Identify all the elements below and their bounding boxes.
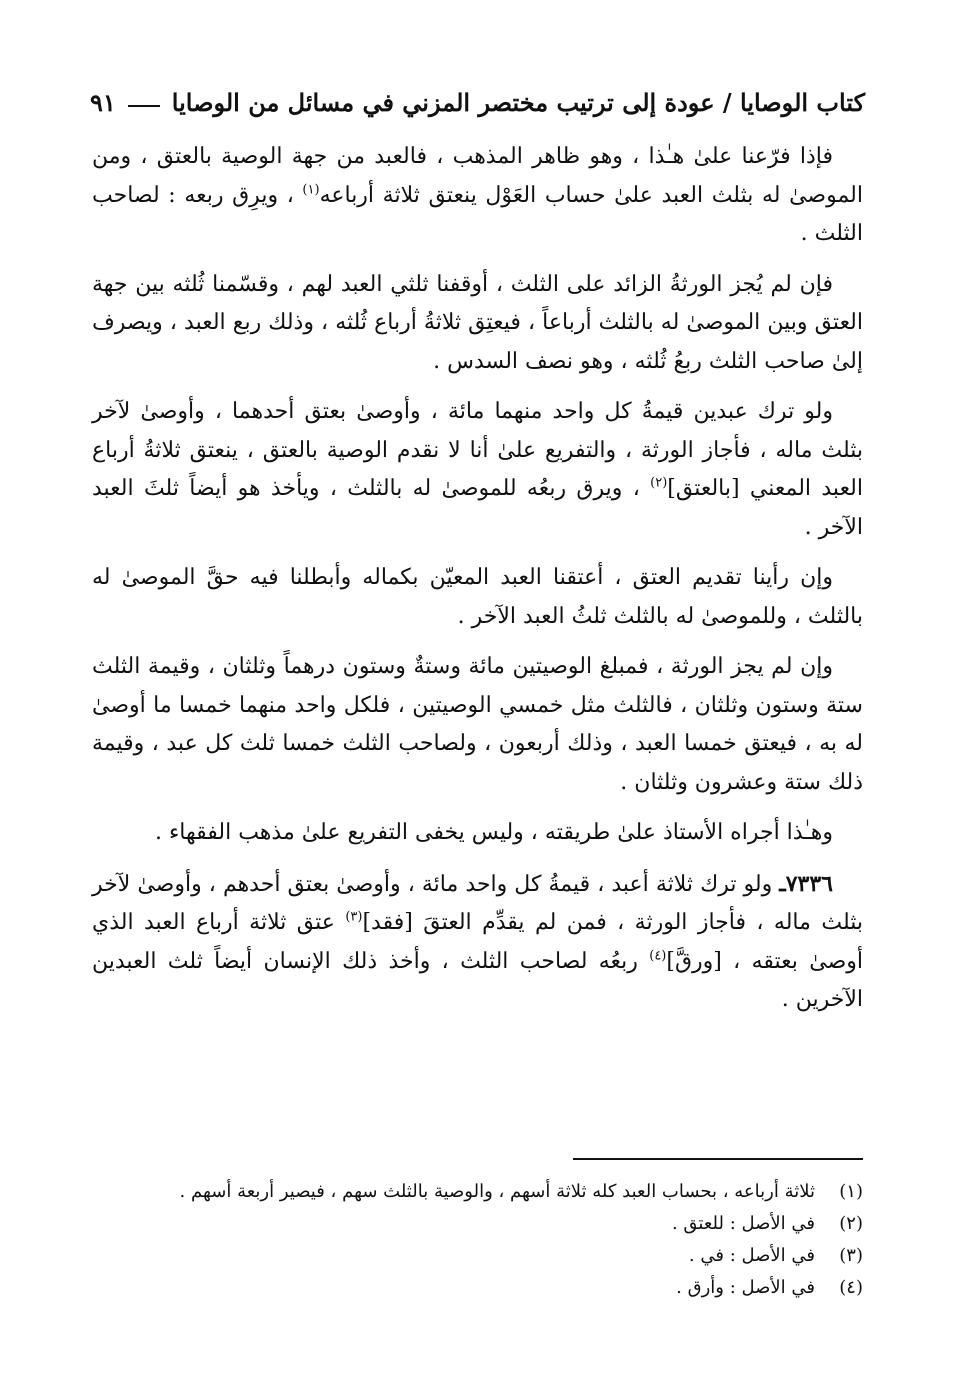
footnote-item (92, 1208, 863, 1240)
paragraph-2: فإن لم يُجز الورثةُ الزائد على الثلث ، أوقفنا ثلثي العبد لهم ، وقسّمنا ثُلثه بين جهة العتق وبين الموصىٰ له بالثلث أرباعاً ، فيعتِق ثلاثةُ أرباع ثُلثه ، وذلك ربع العبد ، ويصرف إلىٰ صاحب الثلث ربعُ ثُلثه ، وهو نصف السدس . (92, 271, 863, 374)
paragraph-5: وإن لم يجز الورثة ، فمبلغ الوصيتين مائة وستةٌ وستون درهماً وثلثان ، وقيمة الثلث ستة وستون وثلثان ، فالثلث مثل خمسي الوصيتين ، فلكل واحد منهما خمسا ما أوصىٰ له به ، فيعتق خمسا العبد ، وذلك أربعون ، ولصاحب الثلث خمسا ثلث كل عبد ، وقيمة ذلك ستة وعشرون وثلثان . (92, 654, 863, 795)
footnote-ref-4: (٤) (649, 948, 667, 964)
paragraph-7-part-c: ربعُه لصاحب الثلث ، وأخذ ذلك الإنسان أيضاً ثلث العبدين الآخرين . (92, 948, 863, 1012)
paragraph-7 (92, 865, 863, 1020)
running-header (90, 82, 865, 122)
footnote-ref-2: (٢) (650, 475, 668, 491)
paragraph-4: وإن رأينا تقديم العتق ، أعتقنا العبد المعيّن بكماله وأبطلنا فيه حقَّ الموصىٰ له بالثلث ، وللموصىٰ له بالثلث ثلثُ العبد الآخر . (92, 565, 863, 629)
paragraph-6: وهـٰذا أجراه الأستاذ علىٰ طريقته ، وليس يخفى التفريع علىٰ مذهب الفقهاء . (154, 820, 833, 845)
paragraph-1 (92, 138, 863, 254)
paragraph-1-part-a: فإذا فرّعنا علىٰ هـٰذا ، وهو ظاهر المذهب ، فالعبد من جهة الوصية بالعتق ، ومن الموصىٰ له بثلث العبد علىٰ حساب العَوْل ينعتق ثلاثة أرباعه (92, 144, 864, 208)
paragraph-3-part-b: ، ويرق ربعُه للموصىٰ له بالثلث ، ويأخذ هو أيضاً ثلثَ العبد الآخر . (92, 476, 863, 540)
issue-number: ٧٣٣٦ـ (779, 870, 833, 897)
paragraph-1-part-b: ، ويرِق ربعه : لصاحب الثلث . (92, 182, 863, 246)
paragraph-7-part-b: عتق ثلاثة أرباع العبد الذي أوصىٰ بعتقه ، [ورقَّ] (92, 910, 863, 974)
footnote-number: (٢) (839, 1213, 863, 1234)
footnote-item (92, 1176, 863, 1208)
header-rule (128, 105, 160, 107)
main-text (92, 138, 863, 1020)
paragraph-3 (92, 393, 863, 547)
paragraph-7-part-a: ولو ترك ثلاثة أعبد ، قيمةُ كل واحد مائة ، وأوصىٰ بعتق أحدهم ، وأوصىٰ لآخر بثلث ماله ، فأجاز الورثة ، فمن لم يقدِّم العتقَ [فقد] (92, 871, 863, 935)
footnote-text: ثلاثة أرباعه ، بحساب العبد كله ثلاثة أسهم ، والوصية بالثلث سهم ، فيصير أربعة أسهم . (179, 1181, 815, 1202)
footnote-item (92, 1240, 863, 1272)
footnote-ref-1: (١) (302, 182, 320, 198)
paragraph-3-part-a: ولو ترك عبدين قيمةُ كل واحد منهما مائة ، وأوصىٰ بعتق أحدهما ، وأوصىٰ لآخر بثلث ماله ، فأجاز الورثة ، والتفريع علىٰ أنا لا نقدم الوصية بالعتق ، ينعتق ثلاثةُ أرباع العبد المعني [بالعتق] (92, 399, 863, 501)
footnote-text: في الأصل : وأرق . (676, 1277, 815, 1298)
footnotes (92, 1176, 863, 1304)
header-title: كتاب الوصايا / عودة إلى ترتيب مختصر المزني في مسائل من الوصايا (171, 87, 865, 117)
footnote-number: (٤) (839, 1277, 863, 1298)
footnote-text: في الأصل : في . (688, 1245, 815, 1266)
page-number: ٩١ (90, 87, 116, 117)
footnote-number: (١) (839, 1181, 863, 1202)
footnote-ref-3: (٣) (345, 909, 363, 925)
footnote-separator (573, 1158, 863, 1160)
footnote-text: في الأصل : للعتق . (671, 1213, 815, 1234)
footnote-item (92, 1272, 863, 1304)
footnote-number: (٣) (839, 1245, 863, 1266)
